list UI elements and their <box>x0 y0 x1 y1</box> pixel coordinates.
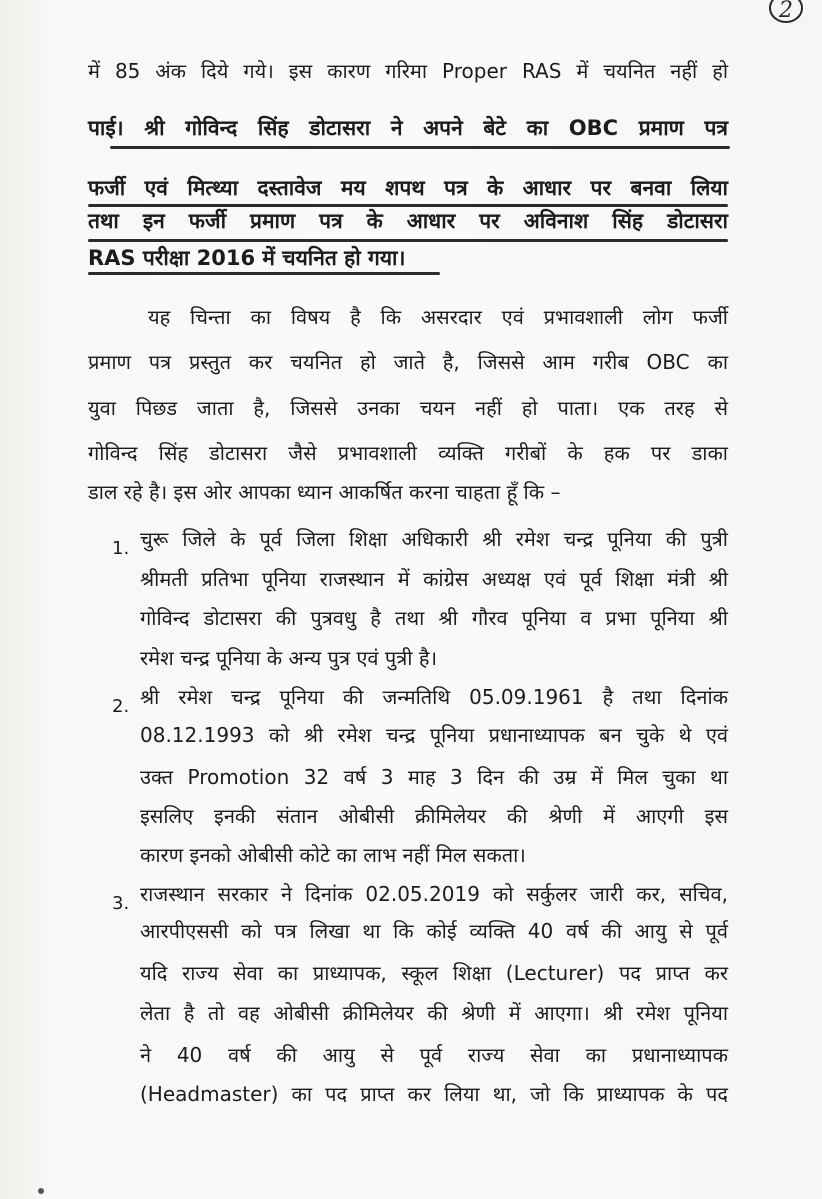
page-number-text: 2 <box>779 0 793 23</box>
list-item-line: रमेश चन्द्र पूनिया के अन्य पुत्र एवं पुत्री है। <box>140 646 438 670</box>
list-item-line: 08.12.1993 को श्री रमेश चन्द्र पूनिया प्रधानाध्यापक बन चुके थे एवं <box>140 723 728 747</box>
list-item-line: श्रीमती प्रतिभा पूनिया राजस्थान में कांग्रेस अध्यक्ष एवं पूर्व शिक्षा मंत्री श्री <box>140 567 728 591</box>
underline-mark <box>110 146 730 149</box>
scan-speck <box>38 1188 44 1194</box>
list-item-line: ने 40 वर्ष की आयु से पूर्व राज्य सेवा का प्रधानाध्यापक <box>140 1043 728 1067</box>
intro-line-1: में 85 अंक दिये गये। इस कारण गरिमा Proper RAS में चयनित नहीं हो <box>88 59 728 83</box>
underline-mark <box>88 204 728 207</box>
intro-line-3: फर्जी एवं मित्थ्या दस्तावेज मय शपथ पत्र के आधार पर बनवा लिया <box>88 176 728 200</box>
list-item-line: आरपीएससी को पत्र लिखा था कि कोई व्यक्ति 40 वर्ष की आयु से पूर्व <box>140 919 728 943</box>
list-item-line: (Headmaster) का पद प्राप्त कर लिया था, जो कि प्राध्यापक के पद <box>140 1082 728 1106</box>
paragraph-line-1: यह चिन्ता का विषय है कि असरदार एवं प्रभावशाली लोग फर्जी <box>148 305 728 329</box>
underline-mark <box>88 239 728 242</box>
list-item-line: कारण इनको ओबीसी कोटे का लाभ नहीं मिल सकता। <box>140 843 526 867</box>
list-item-number: 3. <box>112 893 130 914</box>
list-item-line: इसलिए इनकी संतान ओबीसी क्रीमिलेयर की श्रेणी में आएगी इस <box>140 804 728 828</box>
underline-mark <box>88 272 440 275</box>
paragraph-line-3: युवा पिछड जाता है, जिससे उनका चयन नहीं हो पाता। एक तरह से <box>88 396 728 420</box>
list-item-line: चुरू जिले के पूर्व जिला शिक्षा अधिकारी श्री रमेश चन्द्र पूनिया की पुत्री <box>140 527 728 551</box>
intro-line-5: RAS परीक्षा 2016 में चयनित हो गया। <box>88 246 406 270</box>
paragraph-line-4: गोविन्द सिंह डोटासरा जैसे प्रभावशाली व्यक्ति गरीबों के हक पर डाका <box>88 441 728 465</box>
list-item-line: श्री रमेश चन्द्र पूनिया की जन्मतिथि 05.09.1961 है तथा दिनांक <box>140 685 728 709</box>
paragraph-line-2: प्रमाण पत्र प्रस्तुत कर चयनित हो जाते है, जिससे आम गरीब OBC का <box>88 350 728 374</box>
list-item-line: यदि राज्य सेवा का प्राध्यापक, स्कूल शिक्षा (Lecturer) पद प्राप्त कर <box>140 961 728 985</box>
list-item-line: गोविन्द डोटासरा की पुत्रवधु है तथा श्री गौरव पूनिया व प्रभा पूनिया श्री <box>140 606 728 630</box>
list-item-line: राजस्थान सरकार ने दिनांक 02.05.2019 को सर्कुलर जारी कर, सचिव, <box>140 882 728 906</box>
list-item-line: लेता है तो वह ओबीसी क्रीमिलेयर की श्रेणी में आएगा। श्री रमेश पूनिया <box>140 1001 728 1025</box>
list-item-line: उक्त Promotion 32 वर्ष 3 माह 3 दिन की उम्र में मिल चुका था <box>140 765 728 789</box>
paragraph-line-5: डाल रहे है। इस ओर आपका ध्यान आकर्षित करना चाहता हूँ कि – <box>88 480 561 504</box>
page-number <box>766 0 806 28</box>
intro-line-4: तथा इन फर्जी प्रमाण पत्र के आधार पर अविनाश सिंह डोटासरा <box>88 209 728 233</box>
page-number-circle-icon <box>766 0 806 28</box>
intro-line-2: पाई। श्री गोविन्द सिंह डोटासरा ने अपने बेटे का OBC प्रमाण पत्र <box>88 116 728 140</box>
list-item-number: 1. <box>112 538 130 559</box>
list-item-number: 2. <box>112 696 130 717</box>
